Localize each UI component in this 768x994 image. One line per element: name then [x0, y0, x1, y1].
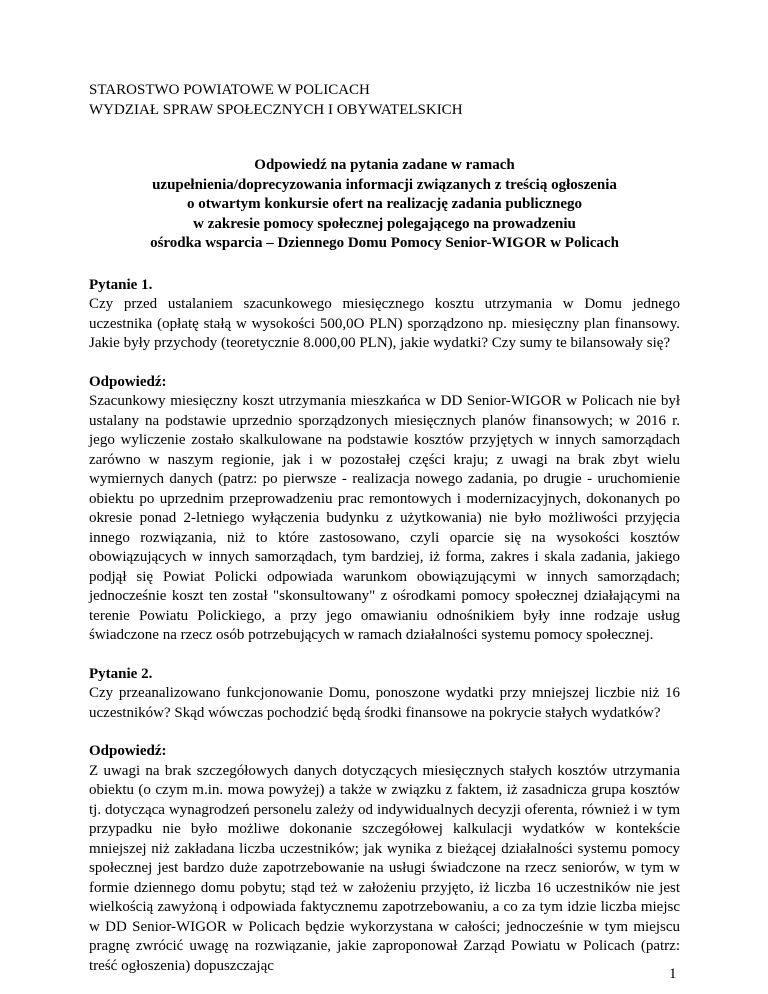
answer-2-section — [89, 742, 680, 976]
question-2-section — [89, 665, 680, 724]
title-line: uzupełnienia/doprecyzowania informacji związanych z treścią ogłoszenia — [152, 176, 617, 193]
institution-name: STAROSTWO POWIATOWE W POLICACH — [89, 82, 370, 98]
question-1-section — [89, 276, 680, 354]
title-line: w zakresie pomocy społecznej polegającego na prowadzeniu — [193, 215, 576, 232]
page-number: 1 — [669, 966, 677, 982]
answer-1-text: Szacunkowy miesięczny koszt utrzymania mieszkańca w DD Senior-WIGOR w Policach nie był ustalany na podstawie uprzednio sporządzonych miesięcznych planów finansowych; w 2016 r. jego wyliczenie zostało skalkulowane na podstawie kosztów przyjętych w innych samorządach zarówno w naszym regionie, jak i w pozostałej części kraju; z uwagi na brak zbyt wielu wymiernych danych (patrz: po pierwsze - realizacja nowego zadania, po drugie - uruchomienie obiektu po uprzednim przeprowadzeniu prac remontowych i modernizacyjnych, dokonanych po okresie ponad 2-letniego wyłączenia budynku z użytkowania) nie było możliwości przyjęcia innego rozwiązania, niż to które zastosowano, czyli oparcie się na wysokości kosztów obowiązujących w innych samorządach, tym bardziej, iż forma, zakres i skala zadania, jakiego podjął się Powiat Policki odpowiada warunkom obowiązującymi w innych samorządach; jednocześnie koszt ten został "skonsultowany" z ośrodkami pomocy społecznej działającymi na terenie Powiatu Polickiego, a przy jego omawianiu odnośnikiem były inne rodzaje usług świadczone na rzecz osób potrzebujących w ramach działalności systemu pomocy społecznej. — [89, 393, 680, 643]
title-line: ośrodka wsparcia – Dziennego Domu Pomocy Senior-WIGOR w Policach — [150, 235, 619, 251]
question-1-heading: Pytanie 1. — [89, 276, 153, 293]
title-line: Odpowiedź na pytania zadane w ramach — [254, 157, 515, 173]
title-line: o otwartym konkursie ofert na realizację zadania publicznego — [186, 196, 583, 212]
department-name: WYDZIAŁ SPRAW SPOŁECZNYCH I OBYWATELSKICH — [89, 101, 463, 118]
answer-1-heading: Odpowiedź: — [89, 373, 167, 390]
answer-2-text: Z uwagi na brak szczegółowych danych dotyczących miesięcznych stałych kosztów utrzymania obiektu (o czym m.in. mowa powyżej) a także w związku z faktem, iż zasadnicza grupa kosztów tj. dotycząca wynagrodzeń personelu zależy od indywidualnych decyzji oferenta, również i w tym przypadku nie było możliwe dokonanie szczegółowej kalkulacji wydatków w kontekście mniejszej niż zakładana liczba uczestników; jak wynika z bieżącej działalności systemu pomocy społecznej jest bardzo duże zapotrzebowanie na usługi świadczone na rzecz seniorów, w tym w formie dziennego domu pobytu; stąd też w założeniu przyjęto, iż liczba 16 uczestników nie jest wielkością zawyżoną i odpowiada faktycznemu zapotrzebowaniu, a co za tym idzie liczba miejsc w DD Senior-WIGOR w Policach będzie wykorzystana w całości; jednocześnie w tym miejscu pragnę zwrócić uwagę na rozwiązanie, jakie zaproponował Zarząd Powiatu w Policach (patrz: treść ogłoszenia) dopuszczając — [89, 762, 680, 974]
institution-header — [89, 81, 680, 120]
document-body — [89, 81, 680, 976]
question-1-text: Czy przed ustalaniem szacunkowego miesięcznego kosztu utrzymania w Domu jednego uczestnika (opłatę stałą w wysokości 500,0O PLN) sporządzono np. miesięczny plan finansowy. Jakie były przychody (teoretycznie 8.000,00 PLN), jakie wydatki? Czy sumy te bilansowały się? — [89, 296, 680, 351]
answer-1-section — [89, 373, 680, 646]
document-title — [89, 156, 680, 254]
question-2-heading: Pytanie 2. — [89, 665, 153, 682]
answer-2-heading: Odpowiedź: — [89, 743, 167, 759]
question-2-text: Czy przeanalizowano funkcjonowanie Domu, ponoszone wydatki przy mniejszej liczbie niż 16 uczestników? Skąd wówczas pochodzić będą środki finansowe na pokrycie stałych wydatków? — [89, 685, 680, 721]
